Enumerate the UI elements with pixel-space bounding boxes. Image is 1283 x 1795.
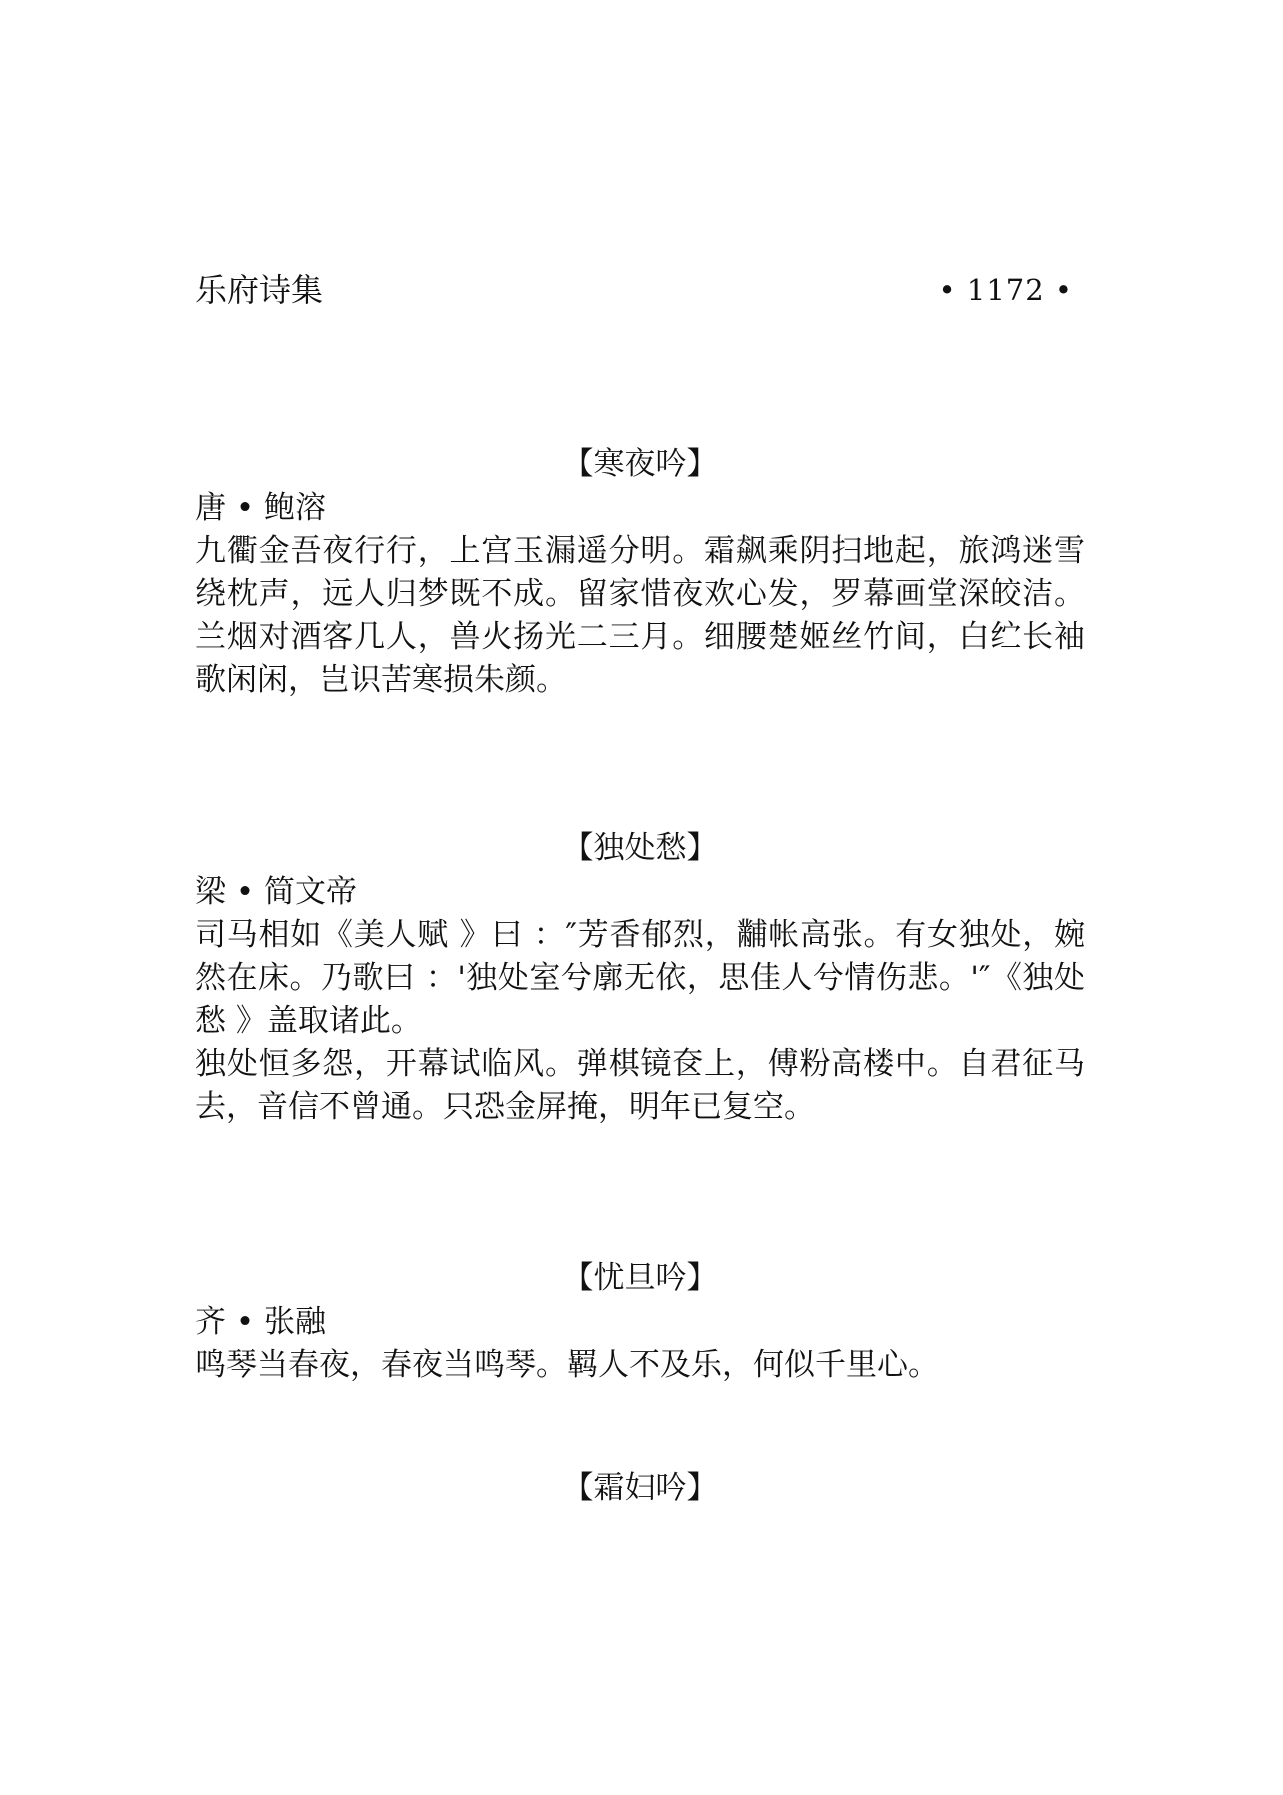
poem-title: 【寒夜吟】 bbox=[562, 446, 718, 482]
poem-section-shuang-fu-yin bbox=[195, 1466, 1085, 1510]
poem-title: 【霜妇吟】 bbox=[562, 1470, 718, 1506]
document-page bbox=[195, 0, 1085, 1795]
poem-text: 九衢金吾夜行行，上宫玉漏遥分明。霜飙乘阴扫地起，旅鸿迷雪绕枕声，远人归梦既不成。留家惜夜欢心发，罗幕画堂深皎洁。兰烟对酒客几人，兽火扬光二三月。细腰楚姬丝竹间，白纻长袖歌闲闲，岂识苦寒损朱颜。 bbox=[195, 533, 1085, 698]
book-title: 乐府诗集 bbox=[195, 271, 324, 309]
page-number: • 1172 • bbox=[938, 273, 1073, 307]
poem-title: 【独处愁】 bbox=[562, 830, 718, 866]
page-header bbox=[195, 268, 1085, 312]
poem-author: 梁 • 简文帝 bbox=[195, 874, 357, 910]
poem-text: 独处恒多怨，开幕试临风。弹棋镜奁上，傅粉高楼中。自君征马去，音信不曾通。只恐金屏掩，明年已复空。 bbox=[195, 1046, 1085, 1125]
poem-author: 唐 • 鲍溶 bbox=[195, 490, 326, 526]
poem-section-du-chu-chou bbox=[195, 826, 1085, 1129]
poem-text: 鸣琴当春夜，春夜当鸣琴。羁人不及乐，何似千里心。 bbox=[195, 1347, 939, 1383]
poem-author: 齐 • 张融 bbox=[195, 1304, 326, 1340]
poem-section-you-dan-yin bbox=[195, 1256, 1085, 1387]
poem-preface: 司马相如《美人赋 》曰 ：″芳香郁烈，黼帐高张。有女独处，婉然在床。乃歌曰 ：'独处室兮廓无依，思佳人兮情伤悲。'″《独处愁 》盖取诸此。 bbox=[195, 917, 1085, 1039]
poem-section-han-ye-yin bbox=[195, 442, 1085, 702]
poem-title: 【忧旦吟】 bbox=[562, 1260, 718, 1296]
